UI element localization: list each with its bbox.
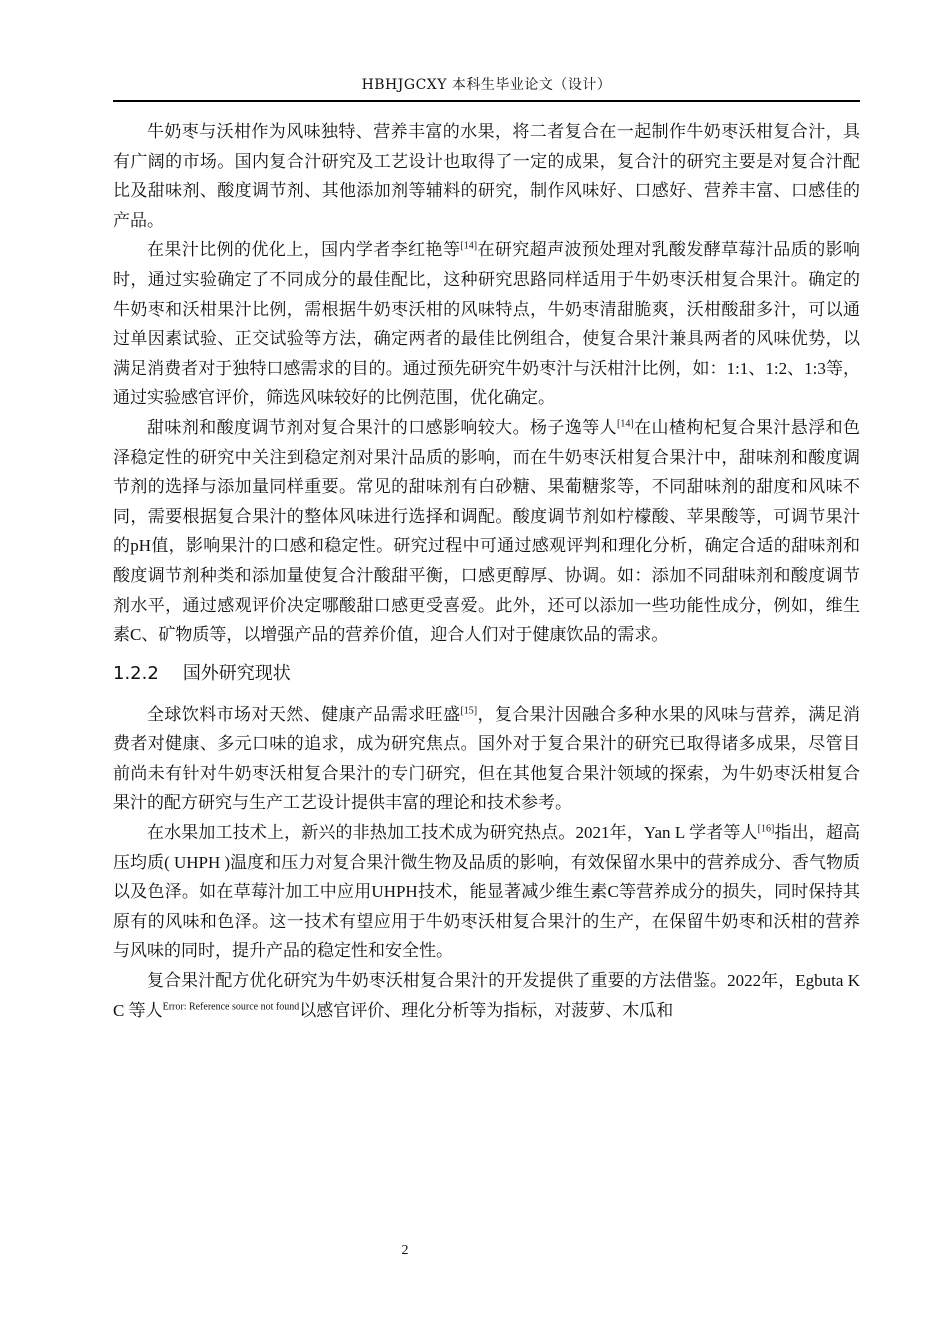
paragraph-3: [113, 413, 860, 650]
paragraph-3-text-a: 甜味剂和酸度调节剂对复合果汁的口感影响较大。杨子逸等人: [147, 417, 618, 437]
paragraph-5-text-b: 指出，超高压均质( UHPH )温度和压力对复合果汁微生物及品质的影响，有效保留水果中的营养成分、香气物质以及色泽。如在草莓汁加工中应用UHPH技术，能显著减少维生素C等营养成分的损失，同时保持其原有的风味和色泽。这一技术有望应用于牛奶枣沃柑复合果汁的生产，在保留牛奶枣和沃柑的营养与风味的同时，提升产品的稳定性和安全性。: [113, 823, 861, 961]
page-number: 2: [401, 1243, 409, 1258]
header-rule: [113, 100, 860, 102]
paragraph-6: [113, 966, 860, 1025]
citation-ref: [14]: [460, 240, 478, 252]
paragraph-2-text-a: 在果汁比例的优化上，国内学者李红艳等: [147, 240, 461, 260]
paragraph-5-text-a: 在水果加工技术上，新兴的非热加工技术成为研究热点。2021年，Yan L 学者等人: [147, 823, 758, 843]
paragraph-6-text-b: 以感官评价、理化分析等为指标，对菠萝、木瓜和: [299, 1000, 674, 1020]
paragraph-2-text-b: 在研究超声波预处理对乳酸发酵草莓汁品质的影响时，通过实验确定了不同成分的最佳配比，这种研究思路同样适用于牛奶枣沃柑复合果汁。确定的牛奶枣和沃柑果汁比例，需根据牛奶枣沃柑的风味特点，牛奶枣清甜脆爽，沃柑酸甜多汁，可以通过单因素试验、正交试验等方法，确定两者的最佳比例组合，使复合果汁兼具两者的风味优势，以满足消费者对于独特口感需求的目的。通过预先研究牛奶枣汁与沃柑汁比例，如：1:1、1:2、1:3等，通过实验感官评价，筛选风味较好的比例范围，优化确定。: [113, 240, 861, 408]
paragraph-3-text-b: 在山楂枸杞复合果汁悬浮和色泽稳定性的研究中关注到稳定剂对果汁品质的影响，而在牛奶枣沃柑复合果汁中，甜味剂和酸度调节剂的选择与添加量同样重要。常见的甜味剂有白砂糖、果葡糖浆等，不同甜味剂的甜度和风味不同，需要根据复合果汁的整体风味进行选择和调配。酸度调节剂如柠檬酸、苹果酸等，可调节果汁的pH值，影响果汁的口感和稳定性。研究过程中可通过感观评判和理化分析，确定合适的甜味剂和酸度调节剂种类和添加量使复合汁酸甜平衡，口感更醇厚、协调。如：添加不同甜味剂和酸度调节剂水平，通过感观评价决定哪酸甜口感更受喜爱。此外，还可以添加一些功能性成分，例如，维生素C、矿物质等，以增强产品的营养价值，迎合人们对于健康饮品的需求。: [113, 417, 861, 645]
paragraph-1: 牛奶枣与沃柑作为风味独特、营养丰富的水果，将二者复合在一起制作牛奶枣沃柑复合汁，具有广阔的市场。国内复合汁研究及工艺设计也取得了一定的成果，复合汁的研究主要是对复合汁配比及甜味剂、酸度调节剂、其他添加剂等辅料的研究，制作风味好、口感好、营养丰富、口感佳的产品。: [113, 122, 860, 230]
citation-ref: [14]: [617, 418, 634, 430]
paragraph-4-text-b: ，复合果汁因融合多种水果的风味与营养，满足消费者对健康、多元口味的追求，成为研究焦点。国外对于复合果汁的研究已取得诸多成果，尽管目前尚未有针对牛奶枣沃柑复合果汁的专门研究，但在其他复合果汁领域的探索，为牛奶枣沃柑复合果汁的配方研究与生产工艺设计提供丰富的理论和技术参考。: [113, 704, 861, 813]
paragraph-4: [113, 700, 860, 818]
paragraph-2: [113, 235, 860, 413]
paragraph-4-text-a: 全球饮料市场对天然、健康产品需求旺盛: [147, 704, 461, 724]
paragraph-5: [113, 818, 860, 966]
section-title: 国外研究现状: [182, 662, 291, 684]
citation-error-ref: Error: Reference source not found: [162, 1000, 300, 1012]
paragraph-6-text-a: 复合果汁配方优化研究为牛奶枣沃柑复合果汁的开发提供了重要的方法借鉴。2022年，Egbuta K C 等人: [113, 971, 860, 1020]
body-text: [113, 117, 860, 1025]
citation-ref: [15]: [460, 705, 478, 717]
section-heading: [113, 661, 860, 687]
running-header: HBHJGCXY 本科生毕业论文（设计）: [361, 77, 612, 93]
section-number: 1.2.2: [113, 662, 159, 684]
citation-ref: [16]: [757, 823, 775, 835]
